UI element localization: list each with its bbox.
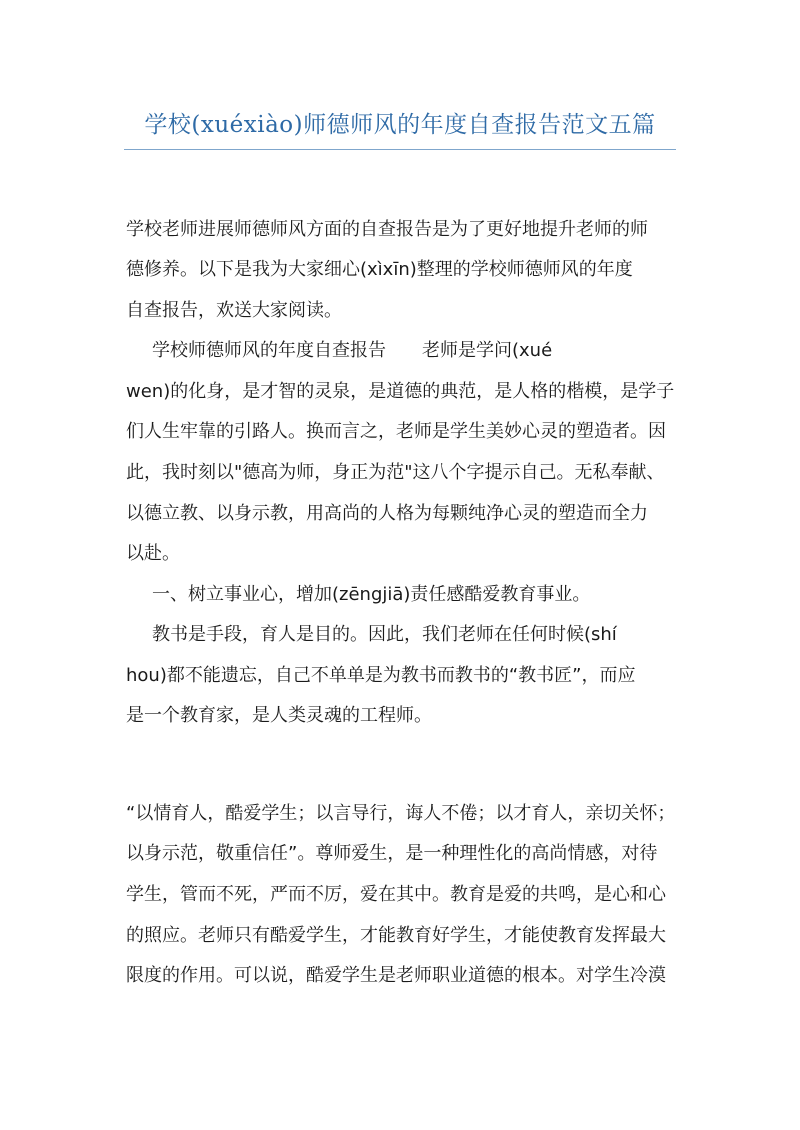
body-line: 以德立教、以身示教，用高尚的人格为每颗纯净心灵的塑造而全力 xyxy=(126,503,648,524)
body-line: 是一个教育家，是人类灵魂的工程师。 xyxy=(126,705,432,726)
body-line: 德修养。以下是我为大家细心(xìxīn)整理的学校师德师风的年度 xyxy=(126,259,633,280)
body-line: 以赴。 xyxy=(126,543,180,564)
body-line: 学生，管而不死，严而不厉，爱在其中。教育是爱的共鸣，是心和心 xyxy=(126,884,666,905)
body-line: 自查报告，欢送大家阅读。 xyxy=(126,300,342,321)
document-title: 学校(xuéxiào)师德师风的年度自查报告范文五篇 xyxy=(144,112,656,138)
body-line: 学校师德师风的年度自查报告 老师是学问(xué xyxy=(152,340,553,361)
body-line: 的照应。老师只有酷爱学生，才能教育好学生，才能使教育发挥最大 xyxy=(126,925,666,946)
body-line: 一、树立事业心，增加(zēngjiā)责任感酷爱教育事业。 xyxy=(152,584,591,605)
body-line: wen)的化身，是才智的灵泉，是道德的典范，是人格的楷模，是学子 xyxy=(126,381,675,402)
body-line: “以情育人，酷爱学生；以言导行，诲人不倦；以才育人，亲切关怀； xyxy=(126,803,676,824)
body-line: 此，我时刻以"德高为师，身正为范"这八个字提示自己。无私奉献、 xyxy=(126,462,665,483)
body-line: 限度的作用。可以说，酷爱学生是老师职业道德的根本。对学生冷漠 xyxy=(126,965,666,986)
title-underline xyxy=(124,149,676,150)
body-line: 以身示范，敬重信任”。尊师爱生，是一种理性化的高尚情感，对待 xyxy=(126,843,658,864)
body-line: 学校老师进展师德师风方面的自查报告是为了更好地提升老师的师 xyxy=(126,219,648,240)
body-line: 们人生牢靠的引路人。换而言之，老师是学生美妙心灵的塑造者。因 xyxy=(126,421,666,442)
body-line: 教书是手段，育人是目的。因此，我们老师在任何时候(shí xyxy=(152,624,617,645)
body-line: hou)都不能遗忘，自己不单单是为教书而教书的“教书匠”，而应 xyxy=(126,665,636,686)
